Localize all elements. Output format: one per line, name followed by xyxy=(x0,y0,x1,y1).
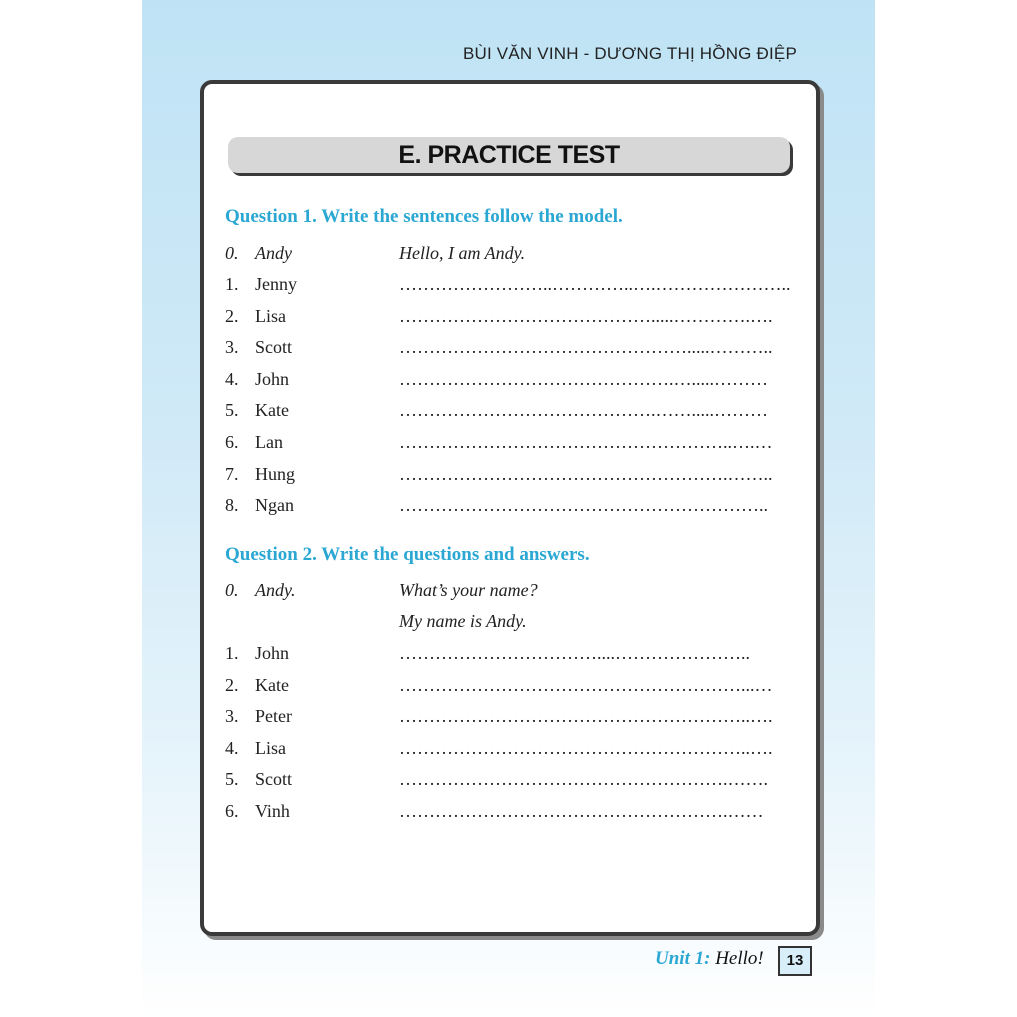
row-number: 8. xyxy=(225,495,239,515)
row-number: 0. xyxy=(225,580,239,600)
example-answer: My name is Andy. xyxy=(399,611,527,631)
answer-blank[interactable]: ……………………………………………….…… xyxy=(399,801,764,821)
section-banner: E. PRACTICE TEST xyxy=(228,137,790,173)
row-number: 3. xyxy=(225,337,239,357)
q1-row xyxy=(225,495,795,519)
q1-row xyxy=(225,274,795,298)
example-question: What’s your name? xyxy=(399,580,538,600)
q2-row xyxy=(225,643,795,667)
q1-row xyxy=(225,337,795,361)
row-number: 2. xyxy=(225,675,239,695)
row-number: 4. xyxy=(225,369,239,389)
q2-example-row xyxy=(225,580,795,604)
row-name: Lan xyxy=(255,432,283,452)
row-number: 0. xyxy=(225,243,239,263)
q2-row xyxy=(225,769,795,793)
unit-title: Hello! xyxy=(715,948,764,969)
q2-row xyxy=(225,801,795,825)
q1-row xyxy=(225,464,795,488)
unit-label: Unit 1: xyxy=(655,948,711,969)
row-name: Andy xyxy=(255,243,292,263)
answer-blank[interactable]: …………………………………….…….....……… xyxy=(399,400,768,420)
answer-blank[interactable]: …………………………………….....………….…. xyxy=(399,306,773,326)
answer-blank[interactable]: …………………………………………………...… xyxy=(399,675,773,695)
q2-row xyxy=(225,706,795,730)
q2-row xyxy=(225,738,795,762)
answer-blank[interactable]: ……………………………………………….……. xyxy=(399,769,768,789)
row-name: Scott xyxy=(255,337,293,357)
authors-header: BÙI VĂN VINH - DƯƠNG THỊ HỒNG ĐIỆP xyxy=(462,44,797,63)
answer-blank[interactable]: …………………………………………………….. xyxy=(399,495,768,515)
footer-unit xyxy=(655,948,764,970)
answer-blank[interactable]: ……………………………………………….…….. xyxy=(399,464,773,484)
q2-example-answer-row xyxy=(225,611,795,635)
question-1-title: Question 1. Write the sentences follow the model. xyxy=(225,206,623,227)
row-name: Kate xyxy=(255,675,289,695)
row-answer: Hello, I am Andy. xyxy=(399,243,526,263)
row-number: 1. xyxy=(225,274,239,294)
row-number: 2. xyxy=(225,306,239,326)
q1-row xyxy=(225,369,795,393)
row-name: John xyxy=(255,369,290,389)
row-name: Andy. xyxy=(255,580,296,600)
row-name: Lisa xyxy=(255,738,286,758)
row-name: John xyxy=(255,643,290,663)
row-name: Peter xyxy=(255,706,292,726)
row-number: 3. xyxy=(225,706,239,726)
row-name: Vinh xyxy=(255,801,290,821)
answer-blank[interactable]: ……………………………....………………….. xyxy=(399,643,750,663)
page-number: 13 xyxy=(778,946,812,976)
answer-blank[interactable]: …………………………………………………..…. xyxy=(399,706,773,726)
row-number: 7. xyxy=(225,464,239,484)
answer-blank[interactable]: ……………………………………….….....……… xyxy=(399,369,768,389)
row-number: 5. xyxy=(225,400,239,420)
answer-blank[interactable]: ……………………..…………..….………………….. xyxy=(399,274,791,294)
row-number: 6. xyxy=(225,801,239,821)
row-number: 6. xyxy=(225,432,239,452)
row-name: Lisa xyxy=(255,306,286,326)
row-number: 4. xyxy=(225,738,239,758)
q2-row xyxy=(225,675,795,699)
row-name: Jenny xyxy=(255,274,297,294)
row-name: Ngan xyxy=(255,495,294,515)
row-name: Kate xyxy=(255,400,289,420)
row-number: 1. xyxy=(225,643,239,663)
answer-blank[interactable]: ………………………………………………..….… xyxy=(399,432,773,452)
row-number: 5. xyxy=(225,769,239,789)
q1-row xyxy=(225,306,795,330)
row-name: Hung xyxy=(255,464,295,484)
q1-row xyxy=(225,432,795,456)
answer-blank[interactable]: ………………………………………….....……….. xyxy=(399,337,773,357)
answer-blank[interactable]: …………………………………………………..…. xyxy=(399,738,773,758)
q1-example-row xyxy=(225,243,795,267)
question-2-title: Question 2. Write the questions and answers. xyxy=(225,544,590,565)
q1-row xyxy=(225,400,795,424)
row-name: Scott xyxy=(255,769,293,789)
